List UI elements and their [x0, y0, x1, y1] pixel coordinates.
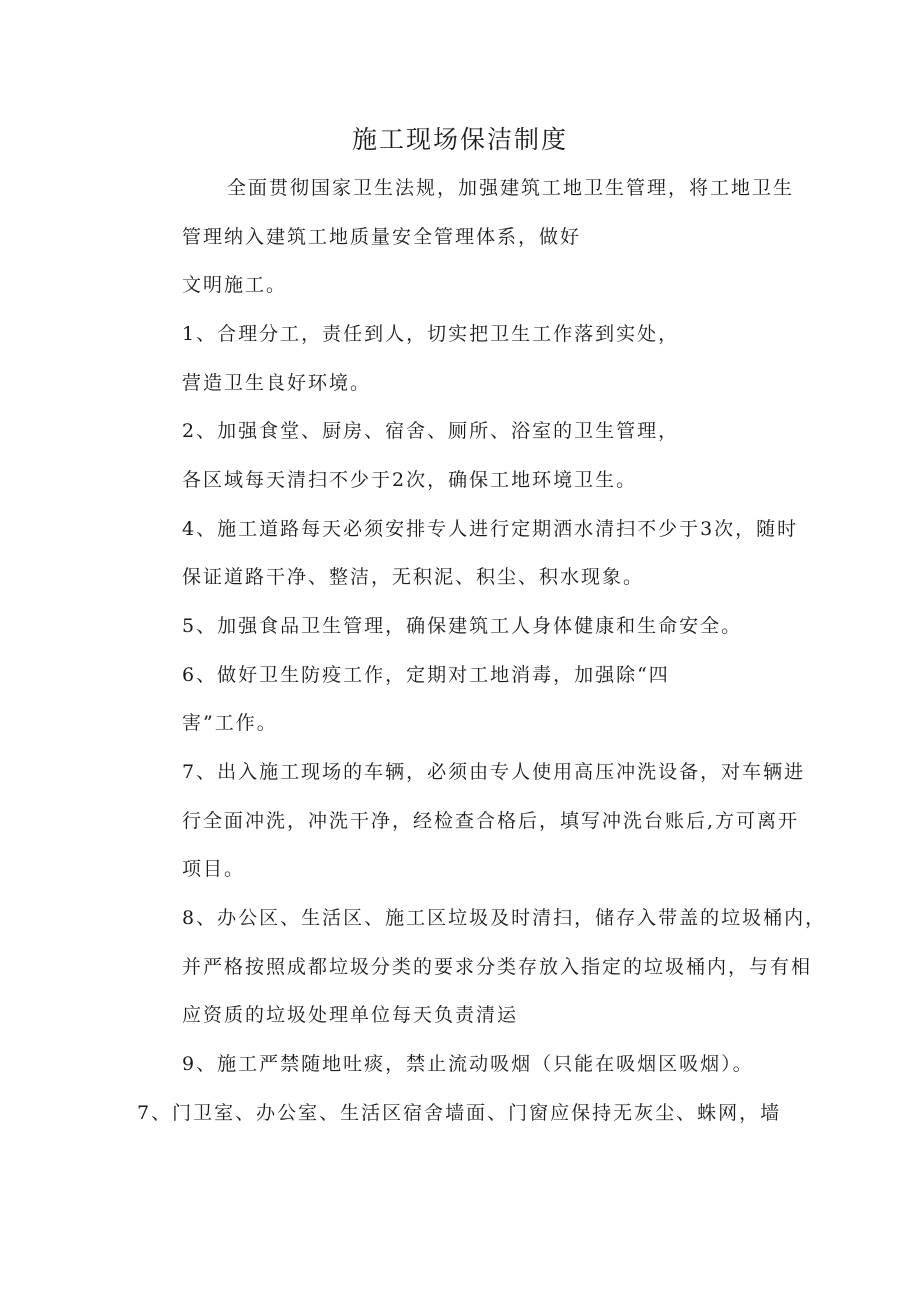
paragraph-line: 9、施工严禁随地吐痰，禁止流动吸烟（只能在吸烟区吸烟）。 [182, 1053, 754, 1075]
paragraph-line: 全面贯彻国家卫生法规，加强建筑工地卫生管理，将工地卫生 [227, 177, 795, 199]
paragraph-line: 6、做好卫生防疫工作，定期对工地消毒，加强除“四 [182, 664, 670, 686]
paragraph-line: 7、门卫室、办公室、生活区宿舍墙面、门窗应保持无灰尘、蛛网，墙 [137, 1102, 782, 1124]
paragraph-line: 5、加强食品卫生管理，确保建筑工人身体健康和生命安全。 [182, 615, 743, 637]
paragraph-line: 害”工作。 [182, 712, 278, 734]
paragraph-line: 4、施工道路每天必须安排专人进行定期洒水清扫不少于3次，随时 [182, 518, 799, 540]
paragraph-line: 应资质的垃圾处理单位每天负责清运 [182, 1004, 519, 1026]
paragraph-line: 行全面冲洗，冲洗干净，经检查合格后，填写冲洗台账后,方可离开 [182, 810, 800, 832]
paragraph-line: 文明施工。 [182, 274, 288, 296]
paragraph-line: 8、办公区、生活区、施工区垃圾及时清扫，储存入带盖的垃圾桶内， [182, 907, 827, 929]
document-title: 施工现场保洁制度 [351, 125, 568, 154]
paragraph-line: 7、出入施工现场的车辆，必须由专人使用高压冲洗设备，对车辆进 [182, 761, 806, 783]
paragraph-line: 2、加强食堂、厨房、宿舍、厕所、浴室的卫生管理， [182, 420, 680, 442]
paragraph-line: 保证道路干净、整洁，无积泥、积尘、积水现象。 [182, 566, 645, 588]
paragraph-line: 1、合理分工，责任到人，切实把卫生工作落到实处， [182, 323, 680, 345]
paragraph-line: 管理纳入建筑工地质量安全管理体系，做好 [182, 226, 582, 248]
paragraph-line: 各区域每天清扫不少于2次，确保工地环境卫生。 [182, 469, 638, 491]
paragraph-line: 营造卫生良好环境。 [182, 372, 372, 394]
paragraph-line: 项目。 [182, 858, 246, 880]
paragraph-line: 并严格按照成都垃圾分类的要求分类存放入指定的垃圾桶内，与有相 [182, 956, 813, 978]
